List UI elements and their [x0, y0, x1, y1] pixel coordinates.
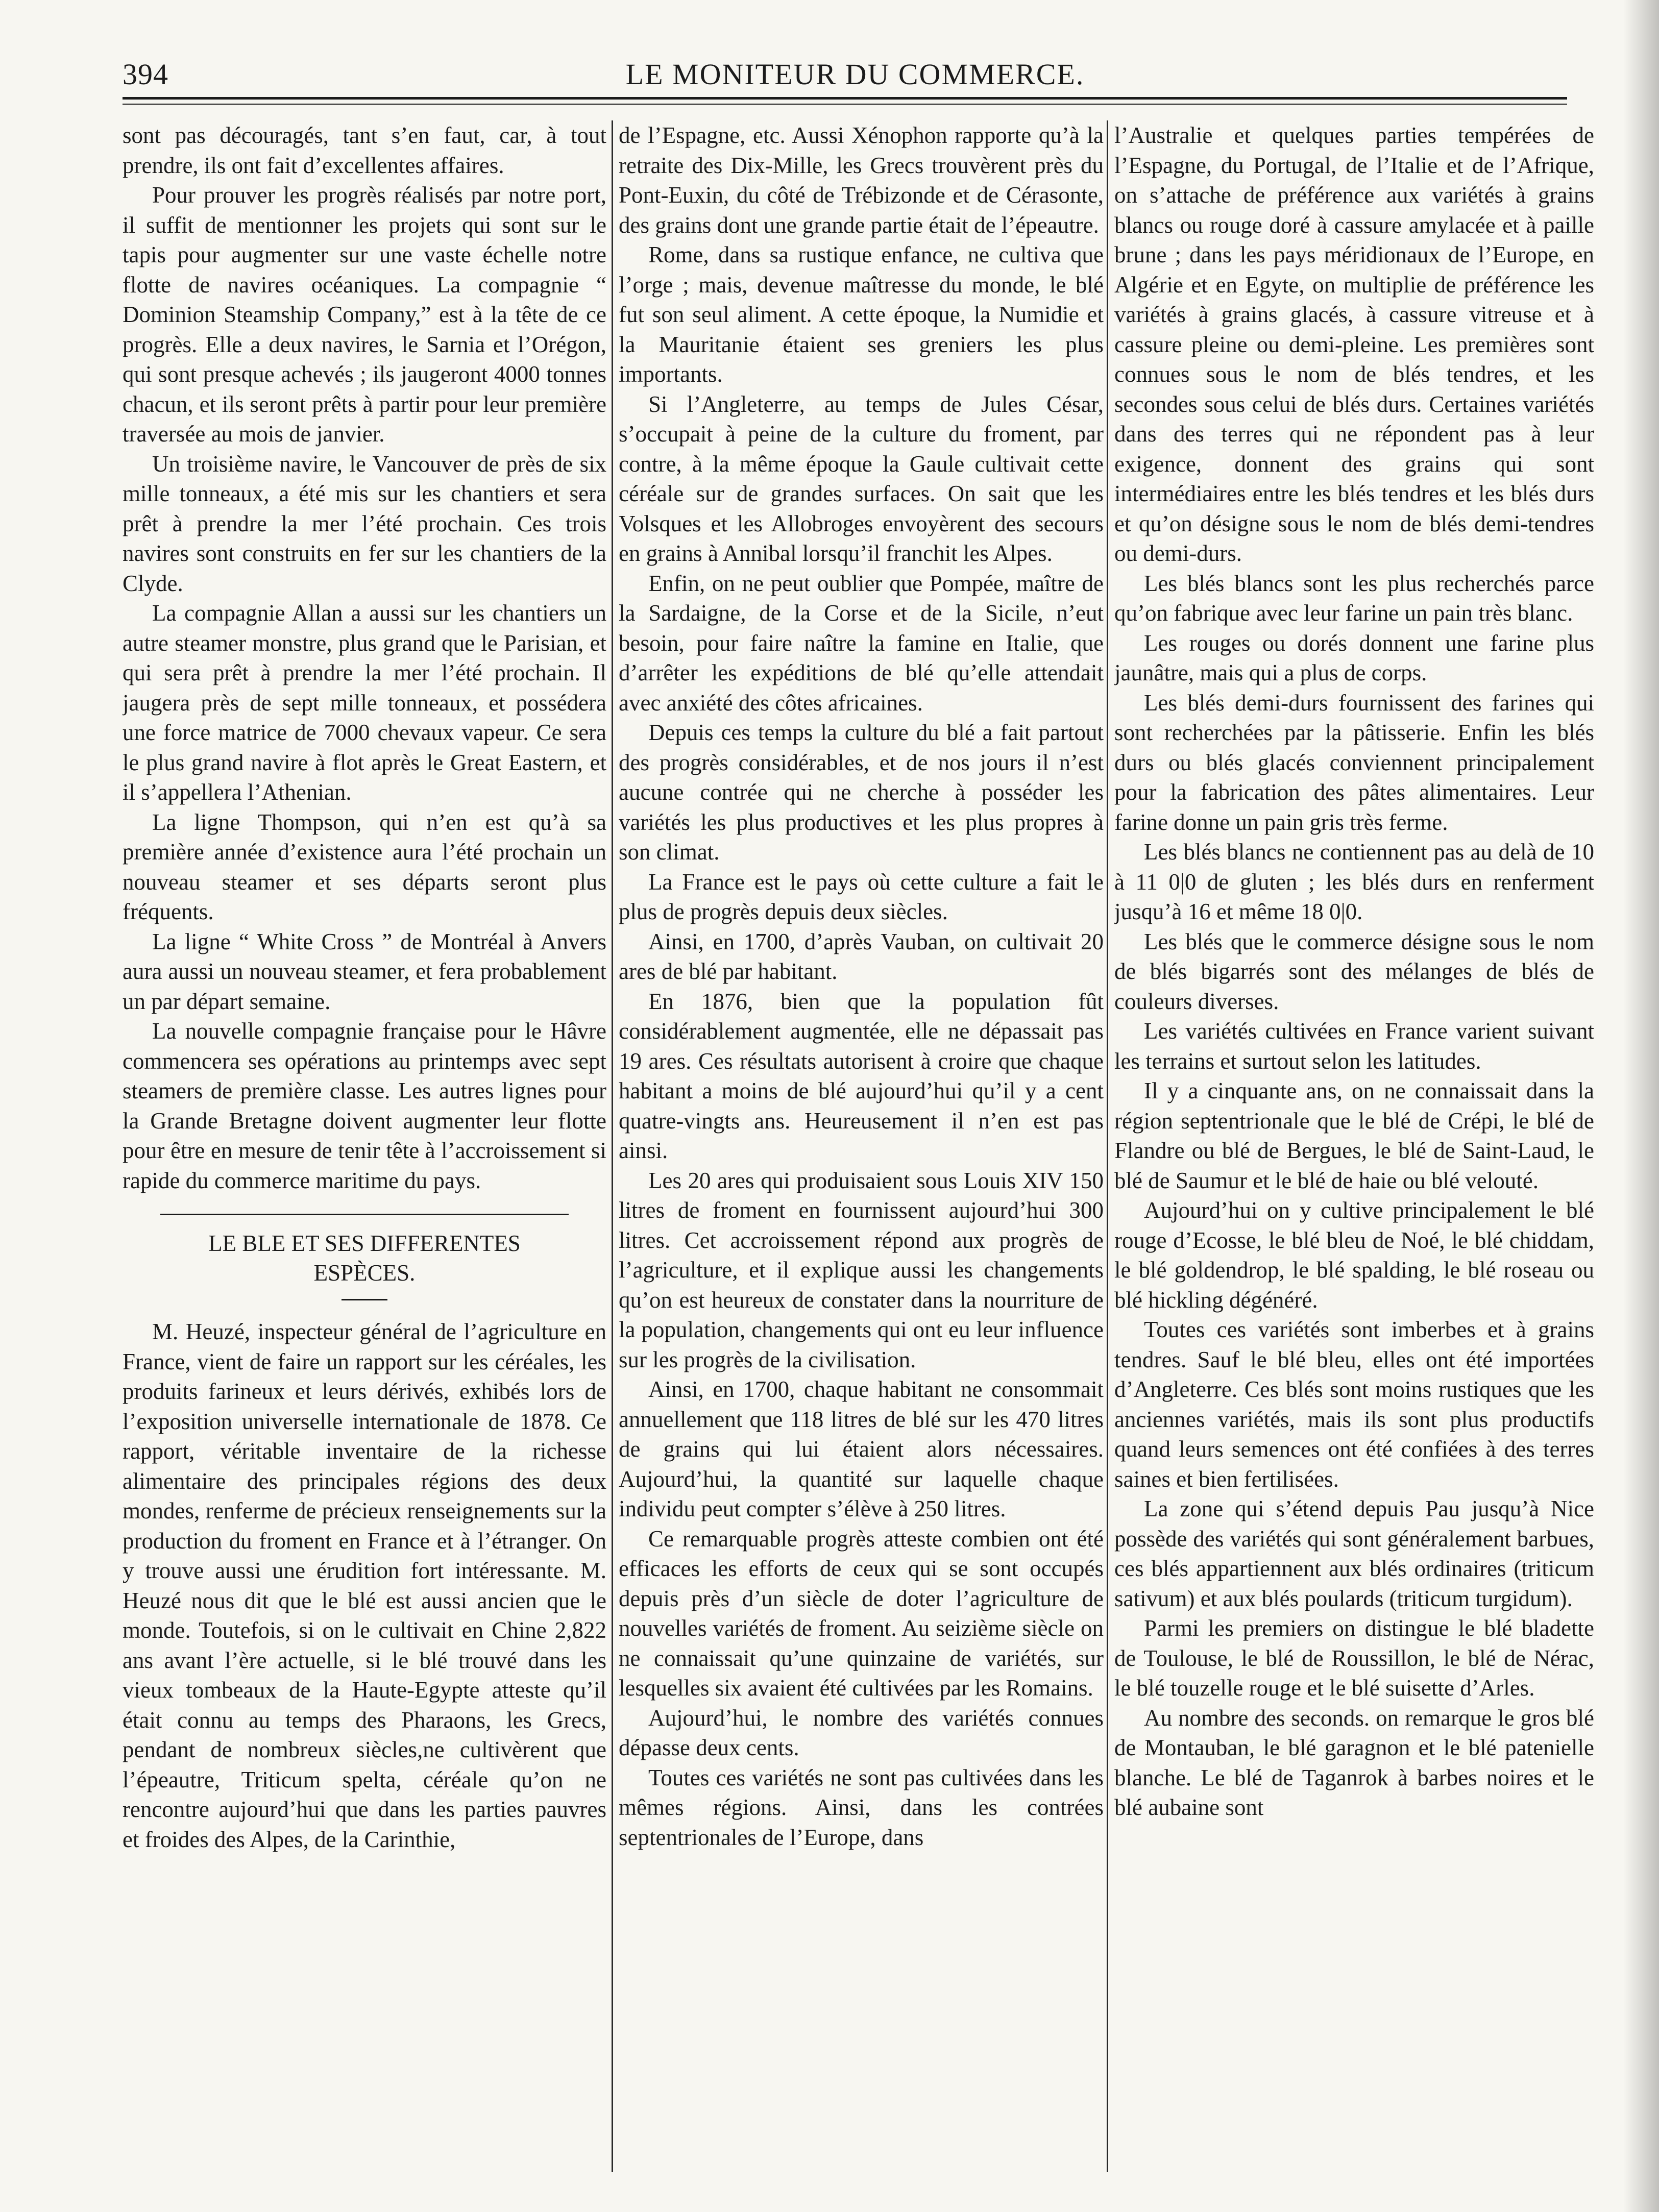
section-title-line: ESPÈCES. — [313, 1260, 416, 1286]
column-2 — [619, 120, 1104, 2188]
paragraph: Les blés blancs ne contiennent pas au delà de 10 à 11 0|0 de gluten ; les blés durs en renferment jusqu’à 16 et même 18 0|0. — [1114, 839, 1594, 924]
paragraph: Les blés que le commerce désigne sous le nom de blés bigarrés sont des mélanges de blés de couleurs diverses. — [1114, 928, 1594, 1014]
paragraph: Ainsi, en 1700, chaque habitant ne consommait annuellement que 118 litres de blé sur les 470 litres de grains qui lui étaient alors nécessaires. Aujourd’hui, la quantité sur laquelle chaque individu peut compter s’élève à 250 litres. — [619, 1377, 1104, 1521]
paragraph: Depuis ces temps la culture du blé a fait partout des progrès considérables, et de nos jours il n’est aucune contrée qui ne cherche à posséder les variétés les plus productives et les plus propres à son climat. — [619, 720, 1104, 865]
column-3 — [1114, 120, 1594, 2188]
section-title-rule — [341, 1299, 387, 1300]
paragraph: En 1876, bien que la population fût considérablement augmentée, elle ne dépassait pas 19 ares. Ces résultats autorisent à croire que chaque habitant a moins de blé aujourd’hui qu’il y a cent quatre-vingts ans. Heureusement il n’en est pas ainsi. — [619, 988, 1104, 1163]
scan-edge-shadow — [1623, 0, 1659, 2212]
paragraph: sont pas découragés, tant s’en faut, car, à tout prendre, ils ont fait d’excellentes affaires. — [123, 122, 606, 178]
paragraph: Au nombre des seconds. on remarque le gros blé de Montauban, le blé garagnon et le blé patenielle blanche. Le blé de Taganrok à barbes noires et le blé aubaine sont — [1114, 1705, 1594, 1820]
paragraph: La compagnie Allan a aussi sur les chantiers un autre steamer monstre, plus grand que le Parisian, et qui sera prêt à prendre la mer l’été prochain. Il jaugera près de sept mille tonneaux, et possédera une force matrice de 7000 chevaux vapeur. Ce sera le plus grand navire à flot après le Great Eastern, et il s’appellera l’Athenian. — [123, 600, 606, 805]
paragraph: La ligne Thompson, qui n’en est qu’à sa première année d’existence aura l’été prochain un nouveau steamer et ses départs seront plus fréquents. — [123, 809, 606, 924]
paragraph: Les 20 ares qui produisaient sous Louis XIV 150 litres de froment en fournissent aujourd’hui 300 litres. Cet accroissement répond aux progrès de l’agriculture, et il explique aussi les changements qu’on est heureux de constater dans la nourriture de la population, changements qui ont eu leur influence sur les progrès de la civilisation. — [619, 1167, 1104, 1372]
paragraph: Un troisième navire, le Vancouver de près de six mille tonneaux, a été mis sur les chantiers et sera prêt à prendre la mer l’été prochain. Ces trois navires sont construits en fer sur les chantiers de la Clyde. — [123, 451, 606, 596]
column-1 — [123, 120, 606, 2188]
page-header — [123, 57, 1588, 98]
column-divider — [612, 120, 613, 2172]
paragraph: M. Heuzé, inspecteur général de l’agriculture en France, vient de faire un rapport sur les céréales, les produits farineux et leurs dérivés, exhibés lors de l’exposition universelle internationale de 1878. Ce rapport, véritable inventaire de la richesse alimentaire des principales régions des deux mondes, renferme de précieux renseignements sur la production du froment en France et à l’étranger. On y trouve aussi une érudition fort intéressante. M. Heuzé nous dit que le blé est aussi ancien que le monde. Toutefois, si on le cultivait en Chine 2,822 ans avant l’ère actuelle, si le blé trouvé dans les vieux tombeaux de la Haute-Egypte atteste qu’il était connu au temps des Pharaons, les Grecs, pendant de nombreux siècles,ne cultivèrent que l’épeautre, Triticum spelta, céréale qu’on ne rencontre aujourd’hui que dans les parties pauvres et froides des Alpes, de la Carinthie, — [123, 1319, 606, 1852]
paragraph: Ainsi, en 1700, d’après Vauban, on cultivait 20 ares de blé par habitant. — [619, 928, 1104, 984]
paragraph: Parmi les premiers on distingue le blé bladette de Toulouse, le blé de Roussillon, le blé de Nérac, le blé touzelle rouge et le blé suisette d’Arles. — [1114, 1615, 1594, 1701]
paragraph: Si l’Angleterre, au temps de Jules César, s’occupait à peine de la culture du froment, par contre, à la même époque la Gaule cultivait cette céréale sur de grandes surfaces. On sait que les Volsques et les Allobroges envoyèrent des secours en grains à Annibal lorsqu’il franchit les Alpes. — [619, 391, 1104, 566]
paragraph: La France est le pays où cette culture a fait le plus de progrès depuis deux siècles. — [619, 869, 1104, 924]
header-rule — [123, 97, 1567, 105]
paragraph: Les blés demi-durs fournissent des farines qui sont recherchées par la pâtisserie. Enfin les blés durs ou blés glacés conviennent principalement pour la fabrication des pâtes alimentaires. Leur farine donne un pain gris très ferme. — [1114, 690, 1594, 835]
paragraph: Aujourd’hui on y cultive principalement le blé rouge d’Ecosse, le blé bleu de Noé, le blé chiddam, le blé goldendrop, le blé spalding, le blé roseau ou blé hickling dégénéré. — [1114, 1197, 1594, 1313]
paragraph: Toutes ces variétés ne sont pas cultivées dans les mêmes régions. Ainsi, dans les contrées septentrionales de l’Europe, dans — [619, 1764, 1104, 1850]
paragraph: La zone qui s’étend depuis Pau jusqu’à Nice possède des variétés qui sont généralement barbues, ces blés appartiennent aux blés ordinaires (triticum sativum) et aux blés poulards (triticum turgidum). — [1114, 1496, 1594, 1611]
paragraph: Ce remarquable progrès atteste combien ont été efficaces les efforts de ceux qui se sont occupés depuis près d’un siècle de doter l’agriculture de nouvelles variétés de froment. Au seizième siècle on ne connaissait qu’une quinzaine de variétés, sur lesquelles six avaient été cultivées par les Romains. — [619, 1526, 1104, 1701]
paragraph: Rome, dans sa rustique enfance, ne cultiva que l’orge ; mais, devenue maîtresse du monde, le blé fut son seul aliment. A cette époque, la Numidie et la Mauritanie étaient ses greniers les plus importants. — [619, 242, 1104, 387]
paragraph: Toutes ces variétés sont imberbes et à grains tendres. Sauf le blé bleu, elles ont été importées d’Angleterre. Ces blés sont moins rustiques que les anciennes variétés, mais ils sont plus productifs quand leurs semences ont été confiées à des terres saines et bien fertilisées. — [1114, 1317, 1594, 1492]
paragraph: La nouvelle compagnie française pour le Hâvre commencera ses opérations au printemps avec sept steamers de première classe. Les autres lignes pour la Grande Bretagne doivent augmenter leur flotte pour être en mesure de tenir tête à l’accroissement si rapide du commerce maritime du pays. — [123, 1018, 606, 1193]
section-title — [123, 1228, 606, 1288]
paragraph: l’Australie et quelques parties tempérées de l’Espagne, du Portugal, de l’Italie et de l’Afrique, on s’attache de préférence aux variétés à grains blancs ou rouge doré à cassure amylacée et à paille brune ; dans les pays méridionaux de l’Europe, en Algérie et en Egyte, on multiplie de préférence les variétés à grains glacés, à cassure vitreuse et à cassure pleine ou demi-pleine. Les premières sont connues sous le nom de blés tendres, et les secondes sous celui de blés durs. Certaines variétés dans des terres qui ne répondent pas à leur exigence, donnent des grains qui sont intermédiaires entre les blés tendres et les blés durs et qu’on désigne sous le nom de blés demi-tendres ou demi-durs. — [1114, 122, 1594, 566]
paragraph: de l’Espagne, etc. Aussi Xénophon rapporte qu’à la retraite des Dix-Mille, les Grecs trouvèrent près du Pont-Euxin, du côté de Trébizonde et de Cérasonte, des grains dont une grande partie était de l’épeautre. — [619, 122, 1104, 238]
paragraph: Il y a cinquante ans, on ne connaissait dans la région septentrionale que le blé de Crépi, le blé de Flandre ou blé de Bergues, le blé de Saint-Laud, le blé de Saumur et le blé de haie ou blé velouté. — [1114, 1078, 1594, 1193]
paragraph: La ligne “ White Cross ” de Montréal à Anvers aura aussi un nouveau steamer, et fera probablement un par départ semaine. — [123, 928, 606, 1014]
section-title-line: LE BLE ET SES DIFFERENTES — [208, 1231, 521, 1256]
paragraph: Les variétés cultivées en France varient suivant les terrains et surtout selon les latitudes. — [1114, 1018, 1594, 1074]
column-divider — [1107, 120, 1108, 2172]
journal-title: LE MONITEUR DU COMMERCE. — [625, 58, 1085, 91]
paragraph: Les rouges ou dorés donnent une farine plus jaunâtre, mais qui a plus de corps. — [1114, 630, 1594, 685]
page-number: 394 — [123, 58, 168, 91]
section-divider — [160, 1214, 569, 1215]
paragraph: Les blés blancs sont les plus recherchés parce qu’on fabrique avec leur farine un pain très blanc. — [1114, 570, 1594, 626]
paragraph: Enfin, on ne peut oublier que Pompée, maître de la Sardaigne, de la Corse et de la Sicile, n’eut besoin, pour faire naître la famine en Italie, que d’arrêter les expéditions de blé qu’elle attendait avec anxiété des côtes africaines. — [619, 570, 1104, 716]
paragraph: Aujourd’hui, le nombre des variétés connues dépasse deux cents. — [619, 1705, 1104, 1760]
paragraph: Pour prouver les progrès réalisés par notre port, il suffit de mentionner les projets qui sont sur le tapis pour augmenter sur une vaste échelle notre flotte de navires océaniques. La compagnie “ Dominion Steamship Company,” est à la tête de ce progrès. Elle a deux navires, le Sarnia et l’Orégon, qui sont presque achevés ; ils jaugeront 4000 tonnes chacun, et ils seront prêts à partir pour leur première traversée au mois de janvier. — [123, 182, 606, 447]
